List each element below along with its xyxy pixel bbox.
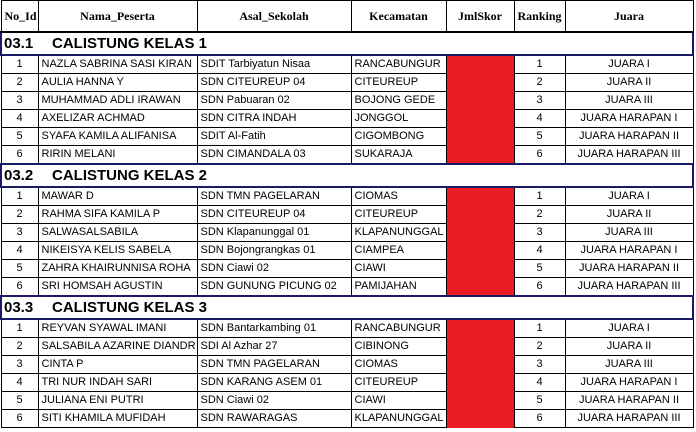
table-row (1, 242, 693, 260)
cell-ranking: 2 (514, 206, 565, 224)
cell-sekolah: SDN KARANG ASEM 01 (197, 374, 351, 392)
cell-skor-redacted (446, 392, 514, 410)
header-juara: Juara (565, 1, 693, 33)
cell-no: 5 (1, 128, 38, 146)
table-row (1, 224, 693, 242)
cell-kecamatan: CITEUREUP (351, 374, 446, 392)
cell-kecamatan: CIGOMBONG (351, 128, 446, 146)
table-row (1, 278, 693, 297)
cell-nama: SALSABILA AZARINE DIANDR (38, 338, 197, 356)
cell-no: 4 (1, 242, 38, 260)
cell-no: 1 (1, 187, 38, 206)
cell-ranking: 2 (514, 74, 565, 92)
cell-ranking: 1 (514, 187, 565, 206)
cell-kecamatan: RANCABUNGUR (351, 319, 446, 338)
cell-sekolah: SDN RAWARAGAS (197, 410, 351, 428)
cell-juara: JUARA I (565, 55, 693, 74)
table-row (1, 410, 693, 428)
table-row (1, 338, 693, 356)
cell-kecamatan: CIAMPEA (351, 242, 446, 260)
cell-juara: JUARA HARAPAN II (565, 392, 693, 410)
cell-sekolah: SDIT Tarbiyatun Nisaa (197, 55, 351, 74)
cell-nama: NIKEISYA KELIS SABELA (38, 242, 197, 260)
table-row (1, 392, 693, 410)
cell-skor-redacted (446, 74, 514, 92)
cell-skor-redacted (446, 128, 514, 146)
table-row (1, 128, 693, 146)
section-header (1, 296, 693, 319)
cell-no: 1 (1, 319, 38, 338)
section-code: 03.3 (4, 299, 34, 316)
cell-skor-redacted (446, 146, 514, 165)
header-sekolah: Asal_Sekolah (197, 1, 351, 33)
table-row (1, 356, 693, 374)
cell-juara: JUARA HARAPAN I (565, 242, 693, 260)
cell-nama: MAWAR D (38, 187, 197, 206)
cell-sekolah: SDN Ciawi 02 (197, 260, 351, 278)
cell-ranking: 6 (514, 146, 565, 165)
cell-no: 6 (1, 146, 38, 165)
cell-juara: JUARA HARAPAN II (565, 128, 693, 146)
cell-sekolah: SDN CITEUREUP 04 (197, 74, 351, 92)
cell-ranking: 1 (514, 55, 565, 74)
cell-no: 2 (1, 338, 38, 356)
cell-skor-redacted (446, 374, 514, 392)
table-row (1, 374, 693, 392)
cell-skor-redacted (446, 206, 514, 224)
cell-juara: JUARA I (565, 319, 693, 338)
section-header (1, 32, 693, 55)
cell-ranking: 3 (514, 92, 565, 110)
cell-juara: JUARA III (565, 224, 693, 242)
cell-sekolah: SDN Klapanunggal 01 (197, 224, 351, 242)
cell-nama: MUHAMMAD ADLI IRAWAN (38, 92, 197, 110)
cell-ranking: 4 (514, 374, 565, 392)
cell-sekolah: SDN CITEUREUP 04 (197, 206, 351, 224)
cell-sekolah: SDIT Al-Fatih (197, 128, 351, 146)
cell-sekolah: SDN Pabuaran 02 (197, 92, 351, 110)
table-row (1, 146, 693, 165)
cell-sekolah: SDN Bantarkambing 01 (197, 319, 351, 338)
cell-juara: JUARA III (565, 356, 693, 374)
table-row (1, 74, 693, 92)
cell-sekolah: SDN GUNUNG PICUNG 02 (197, 278, 351, 297)
cell-skor-redacted (446, 55, 514, 74)
cell-nama: SITI KHAMILA MUFIDAH (38, 410, 197, 428)
cell-sekolah: SDN Bojongrangkas 01 (197, 242, 351, 260)
header-no: No_Id (1, 1, 38, 33)
cell-nama: REYVAN SYAWAL IMANI (38, 319, 197, 338)
cell-ranking: 3 (514, 356, 565, 374)
cell-no: 2 (1, 206, 38, 224)
cell-kecamatan: CIOMAS (351, 187, 446, 206)
cell-no: 4 (1, 110, 38, 128)
cell-no: 5 (1, 392, 38, 410)
cell-skor-redacted (446, 224, 514, 242)
section-title: CALISTUNG KELAS 2 (52, 167, 208, 184)
cell-no: 4 (1, 374, 38, 392)
cell-skor-redacted (446, 338, 514, 356)
cell-juara: JUARA HARAPAN I (565, 110, 693, 128)
cell-no: 6 (1, 410, 38, 428)
cell-skor-redacted (446, 319, 514, 338)
cell-no: 3 (1, 356, 38, 374)
cell-skor-redacted (446, 92, 514, 110)
table-row (1, 260, 693, 278)
table-row (1, 206, 693, 224)
cell-kecamatan: KLAPANUNGGAL (351, 410, 446, 428)
cell-kecamatan: RANCABUNGUR (351, 55, 446, 74)
cell-ranking: 4 (514, 242, 565, 260)
cell-nama: ZAHRA KHAIRUNNISA ROHA (38, 260, 197, 278)
header-nama: Nama_Peserta (38, 1, 197, 33)
cell-no: 2 (1, 74, 38, 92)
cell-skor-redacted (446, 278, 514, 297)
cell-skor-redacted (446, 187, 514, 206)
table-row (1, 92, 693, 110)
cell-ranking: 5 (514, 260, 565, 278)
cell-no: 3 (1, 92, 38, 110)
header-kecamatan: Kecamatan (351, 1, 446, 33)
cell-kecamatan: CITEUREUP (351, 74, 446, 92)
cell-skor-redacted (446, 356, 514, 374)
cell-no: 3 (1, 224, 38, 242)
cell-nama: AULIA HANNA Y (38, 74, 197, 92)
cell-sekolah: SDN TMN PAGELARAN (197, 187, 351, 206)
section-code: 03.1 (4, 35, 34, 52)
cell-juara: JUARA III (565, 92, 693, 110)
cell-nama: NAZLA SABRINA SASI KIRAN (38, 55, 197, 74)
table-row (1, 55, 693, 74)
table-row (1, 319, 693, 338)
table-row (1, 187, 693, 206)
header-skor: JmlSkor (446, 1, 514, 33)
cell-juara: JUARA II (565, 338, 693, 356)
cell-kecamatan: JONGGOL (351, 110, 446, 128)
cell-nama: SRI HOMSAH AGUSTIN (38, 278, 197, 297)
cell-ranking: 4 (514, 110, 565, 128)
cell-skor-redacted (446, 110, 514, 128)
cell-nama: CINTA P (38, 356, 197, 374)
cell-kecamatan: CIAWI (351, 392, 446, 410)
cell-nama: SYAFA KAMILA ALIFANISA (38, 128, 197, 146)
cell-juara: JUARA II (565, 206, 693, 224)
cell-ranking: 5 (514, 128, 565, 146)
cell-no: 1 (1, 55, 38, 74)
cell-juara: JUARA HARAPAN II (565, 260, 693, 278)
cell-sekolah: SDN CIMANDALA 03 (197, 146, 351, 165)
section-header (1, 164, 693, 187)
header-ranking: Ranking (514, 1, 565, 33)
cell-no: 6 (1, 278, 38, 297)
cell-sekolah: SDI Al Azhar 27 (197, 338, 351, 356)
cell-nama: SALWASALSABILA (38, 224, 197, 242)
cell-ranking: 3 (514, 224, 565, 242)
table-row (1, 110, 693, 128)
cell-kecamatan: CITEUREUP (351, 206, 446, 224)
cell-kecamatan: SUKARAJA (351, 146, 446, 165)
cell-nama: TRI NUR INDAH SARI (38, 374, 197, 392)
cell-juara: JUARA HARAPAN III (565, 146, 693, 165)
table-header (1, 1, 693, 33)
cell-no: 5 (1, 260, 38, 278)
cell-skor-redacted (446, 242, 514, 260)
cell-kecamatan: CIBINONG (351, 338, 446, 356)
cell-nama: AXELIZAR ACHMAD (38, 110, 197, 128)
cell-sekolah: SDN TMN PAGELARAN (197, 356, 351, 374)
cell-sekolah: SDN Ciawi 02 (197, 392, 351, 410)
cell-ranking: 5 (514, 392, 565, 410)
cell-kecamatan: BOJONG GEDE (351, 92, 446, 110)
cell-juara: JUARA II (565, 74, 693, 92)
cell-nama: RIRIN MELANI (38, 146, 197, 165)
cell-juara: JUARA I (565, 187, 693, 206)
cell-juara: JUARA HARAPAN III (565, 410, 693, 428)
cell-juara: JUARA HARAPAN I (565, 374, 693, 392)
cell-nama: JULIANA ENI PUTRI (38, 392, 197, 410)
cell-sekolah: SDN CITRA INDAH (197, 110, 351, 128)
table-body (1, 32, 693, 428)
cell-juara: JUARA HARAPAN III (565, 278, 693, 297)
cell-kecamatan: PAMIJAHAN (351, 278, 446, 297)
section-title: CALISTUNG KELAS 3 (52, 299, 208, 316)
section-code: 03.2 (4, 167, 34, 184)
cell-skor-redacted (446, 260, 514, 278)
cell-ranking: 6 (514, 278, 565, 297)
cell-ranking: 1 (514, 319, 565, 338)
cell-kecamatan: CIOMAS (351, 356, 446, 374)
cell-nama: RAHMA SIFA KAMILA P (38, 206, 197, 224)
cell-ranking: 2 (514, 338, 565, 356)
cell-ranking: 6 (514, 410, 565, 428)
section-title: CALISTUNG KELAS 1 (52, 35, 208, 52)
cell-kecamatan: CIAWI (351, 260, 446, 278)
cell-kecamatan: KLAPANUNGGAL (351, 224, 446, 242)
cell-skor-redacted (446, 410, 514, 428)
